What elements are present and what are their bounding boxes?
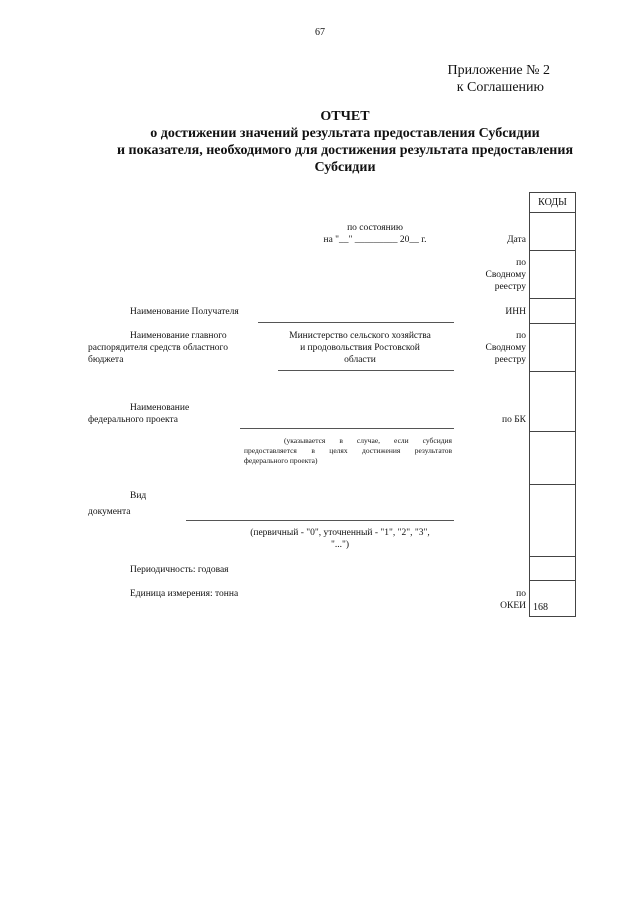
unit-of-measure: Единица измерения: тонна bbox=[130, 589, 239, 599]
code-cell-svod-recipient[interactable] bbox=[530, 251, 576, 299]
label-okei-l1: по bbox=[516, 589, 526, 599]
code-cell-inn[interactable] bbox=[530, 299, 576, 324]
title-line-3: и показателя, необходимого для достижения результата предоставления bbox=[116, 143, 574, 158]
federal-project-label-l1: Наименование bbox=[130, 403, 190, 413]
label-inn: ИНН bbox=[505, 307, 526, 317]
code-cell-doc-type[interactable] bbox=[530, 485, 576, 557]
label-okei bbox=[460, 588, 526, 612]
federal-project-note bbox=[244, 436, 452, 466]
manager-value-l1: Министерство сельского хозяйства bbox=[289, 331, 431, 341]
recipient-field-line bbox=[258, 322, 454, 323]
code-cell-date[interactable] bbox=[530, 213, 576, 251]
manager-field-line bbox=[278, 370, 454, 371]
code-cell-bk[interactable] bbox=[530, 372, 576, 432]
label-svod-recipient-l1: по bbox=[516, 258, 526, 268]
label-okei-l2: ОКЕИ bbox=[500, 601, 526, 611]
label-svod-recipient-l3: реестру bbox=[494, 282, 526, 292]
manager-label-l2: распорядителя средств областного bbox=[88, 343, 228, 353]
appendix-line-1: Приложение № 2 bbox=[447, 63, 550, 78]
code-cell-periodicity[interactable] bbox=[530, 557, 576, 581]
doc-type-note-l2: "...") bbox=[330, 540, 350, 550]
manager-value bbox=[270, 330, 450, 366]
as-of-line-1: по состоянию bbox=[347, 223, 403, 233]
doc-type-label-l1: Вид bbox=[130, 491, 147, 501]
federal-project-label-l2: федерального проекта bbox=[88, 415, 178, 425]
page-number: 67 bbox=[315, 27, 325, 38]
manager-label bbox=[88, 330, 268, 366]
manager-value-l3: области bbox=[344, 355, 376, 365]
appendix-header bbox=[380, 62, 550, 96]
federal-project-note-l2: предоставляется в целях достижения результатов bbox=[244, 446, 452, 455]
periodicity: Периодичность: годовая bbox=[130, 565, 229, 575]
label-bk: по БК bbox=[501, 415, 526, 425]
code-cell-okei: 168 bbox=[530, 581, 576, 617]
report-title bbox=[60, 108, 630, 176]
codes-header: КОДЫ bbox=[530, 193, 576, 213]
title-line-1: ОТЧЕТ bbox=[320, 109, 370, 124]
label-svod-manager-l3: реестру bbox=[494, 355, 526, 365]
federal-project-note-l3: федерального проекта) bbox=[244, 456, 318, 465]
label-svod-recipient-l2: Сводному bbox=[485, 270, 526, 280]
title-line-4: Субсидии bbox=[314, 160, 376, 175]
label-svod-manager-l2: Сводному bbox=[485, 343, 526, 353]
codes-table bbox=[529, 192, 576, 617]
code-cell-svod-manager[interactable] bbox=[530, 324, 576, 372]
federal-project-note-l1: (указывается в случае, если субсидия bbox=[284, 436, 452, 445]
as-of-line-2: на "__" _________ 20__ г. bbox=[323, 235, 427, 245]
federal-project-label bbox=[88, 402, 238, 426]
manager-label-l1: Наименование главного bbox=[130, 331, 227, 341]
manager-label-l3: бюджета bbox=[88, 355, 124, 365]
recipient-label: Наименование Получателя bbox=[130, 307, 239, 317]
doc-type-note bbox=[230, 527, 450, 551]
code-cell-empty-1[interactable] bbox=[530, 432, 576, 485]
label-date: Дата bbox=[507, 235, 526, 245]
title-line-2: о достижении значений результата предоставления Субсидии bbox=[150, 126, 540, 141]
doc-type-label-l2: документа bbox=[88, 507, 131, 517]
label-svod-recipient bbox=[460, 257, 526, 293]
federal-project-field-line bbox=[240, 428, 454, 429]
doc-type-note-l1: (первичный - "0", уточненный - "1", "2", "3", bbox=[250, 528, 430, 538]
as-of-date bbox=[300, 222, 450, 246]
manager-value-l2: и продовольствия Ростовской bbox=[300, 343, 420, 353]
appendix-line-2: к Соглашению bbox=[456, 80, 544, 95]
doc-type-field-line bbox=[186, 520, 454, 521]
label-svod-manager bbox=[460, 330, 526, 366]
label-svod-manager-l1: по bbox=[516, 331, 526, 341]
doc-type-label bbox=[88, 490, 188, 518]
